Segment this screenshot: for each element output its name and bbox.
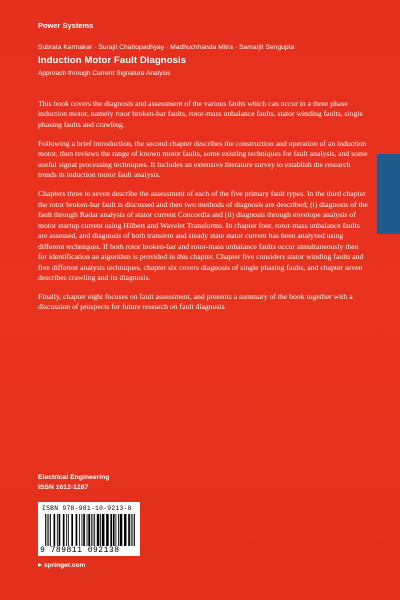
book-subtitle: Approach through Current Signature Analysis xyxy=(38,70,171,77)
author-list: Subrata Karmakar · Surajit Chattopadhyay · Madhuchhanda Mitra · Samarjit Sengupta xyxy=(38,44,295,51)
blurb-paragraph-1: This book covers the diagnosis and assessment of the various faults which can occur in a three phase induction motor, namely rotor broken-bar faults, rotor-mass unbalance faults, stator winding faults, single phasing faults and crawling. xyxy=(38,99,363,129)
isbn-barcode xyxy=(38,502,140,556)
barcode-bar xyxy=(82,514,83,546)
barcode-bar xyxy=(115,514,116,546)
barcode-bar xyxy=(47,514,48,546)
barcode-bar xyxy=(68,514,69,546)
barcode-bar xyxy=(66,514,67,546)
isbn-text: ISBN 978-981-10-9213-8 xyxy=(42,505,132,512)
barcode-bar xyxy=(45,514,46,546)
barcode-bar xyxy=(87,514,88,546)
barcode-bars xyxy=(45,514,135,546)
barcode-bar xyxy=(113,514,115,546)
barcode-bar xyxy=(71,514,73,546)
barcode-bar xyxy=(132,514,133,546)
series-footer xyxy=(38,473,109,493)
barcode-bar xyxy=(88,514,90,546)
barcode-bar xyxy=(93,514,94,546)
barcode-bar xyxy=(128,514,130,546)
barcode-bar xyxy=(48,514,49,546)
barcode-bar xyxy=(50,514,51,546)
barcode-bar xyxy=(134,514,135,546)
barcode-bar xyxy=(120,514,123,546)
series-name: Power Systems xyxy=(38,21,94,30)
barcode-bar xyxy=(110,514,112,546)
barcode-bar xyxy=(91,514,92,546)
barcode-bar xyxy=(118,514,119,546)
barcode-bar xyxy=(106,514,109,546)
book-title: Induction Motor Fault Diagnosis xyxy=(38,55,187,66)
publisher-url-text: springer.com xyxy=(44,562,86,569)
barcode-bar xyxy=(100,514,101,546)
barcode-bar xyxy=(76,514,78,546)
blurb-paragraph-2: Following a brief introduction, the second chapter describes the construction and operation of an induction motor, then reviews the range of known motor faults, some existing techniques for fault analysis, and some useful signal processing techniques. It includes an extensive literature survey to establish the research trends in induction motor fault analysis. xyxy=(38,138,368,180)
barcode-bar xyxy=(63,514,65,546)
publisher-url[interactable] xyxy=(38,562,85,569)
blurb-paragraph-4: Finally, chapter eight focuses on fault assessment, and presents a summary of the book together with a discussion of prospects for future research on fault diagnosis. xyxy=(38,292,353,312)
blurb-paragraph-3: Chapters three to seven describe the assessment of each of the five primary fault types. In the third chapter the rotor broken-bar fault is discussed and then two methods of diagnosis are described; (i) diagnosis of the fault through Radar analysis of stator current Concordia and (ii) diagnosis through envelope analysis of motor startup current using Hilbert and Wavelet Transforms. In chapter four, rotor-mass unbalance faults are assessed, and diagnosis of both transient and steady state stator current has been analyzed using different techniques. If both rotor broken-bar and rotor-mass unbalance faults occur simultaneously then for identification an algorithm is provided in this chapter. Chapter five considers stator winding faults and five different analysis techniques, chapter six covers diagnosis of single phasing faults, and chapter seven describes crawling and its diagnosis. xyxy=(38,189,368,282)
barcode-bar xyxy=(79,514,80,546)
arrow-right-icon xyxy=(38,563,42,567)
barcode-bar xyxy=(102,514,105,546)
subject-label: Electrical Engineering xyxy=(38,474,110,481)
barcode-digits: 9 789811 092138 xyxy=(40,546,120,555)
barcode-bar xyxy=(97,514,100,546)
barcode-bar xyxy=(57,514,58,546)
barcode-bar xyxy=(83,514,85,546)
barcode-bar xyxy=(53,514,55,546)
barcode-bar xyxy=(94,514,95,546)
issn-label: ISSN 1612-1287 xyxy=(38,484,89,491)
barcode-bar xyxy=(59,514,61,546)
barcode-bar xyxy=(131,514,132,546)
barcode-bar xyxy=(124,514,127,546)
blurb-text xyxy=(38,99,368,322)
spine-color-tab xyxy=(377,154,400,234)
